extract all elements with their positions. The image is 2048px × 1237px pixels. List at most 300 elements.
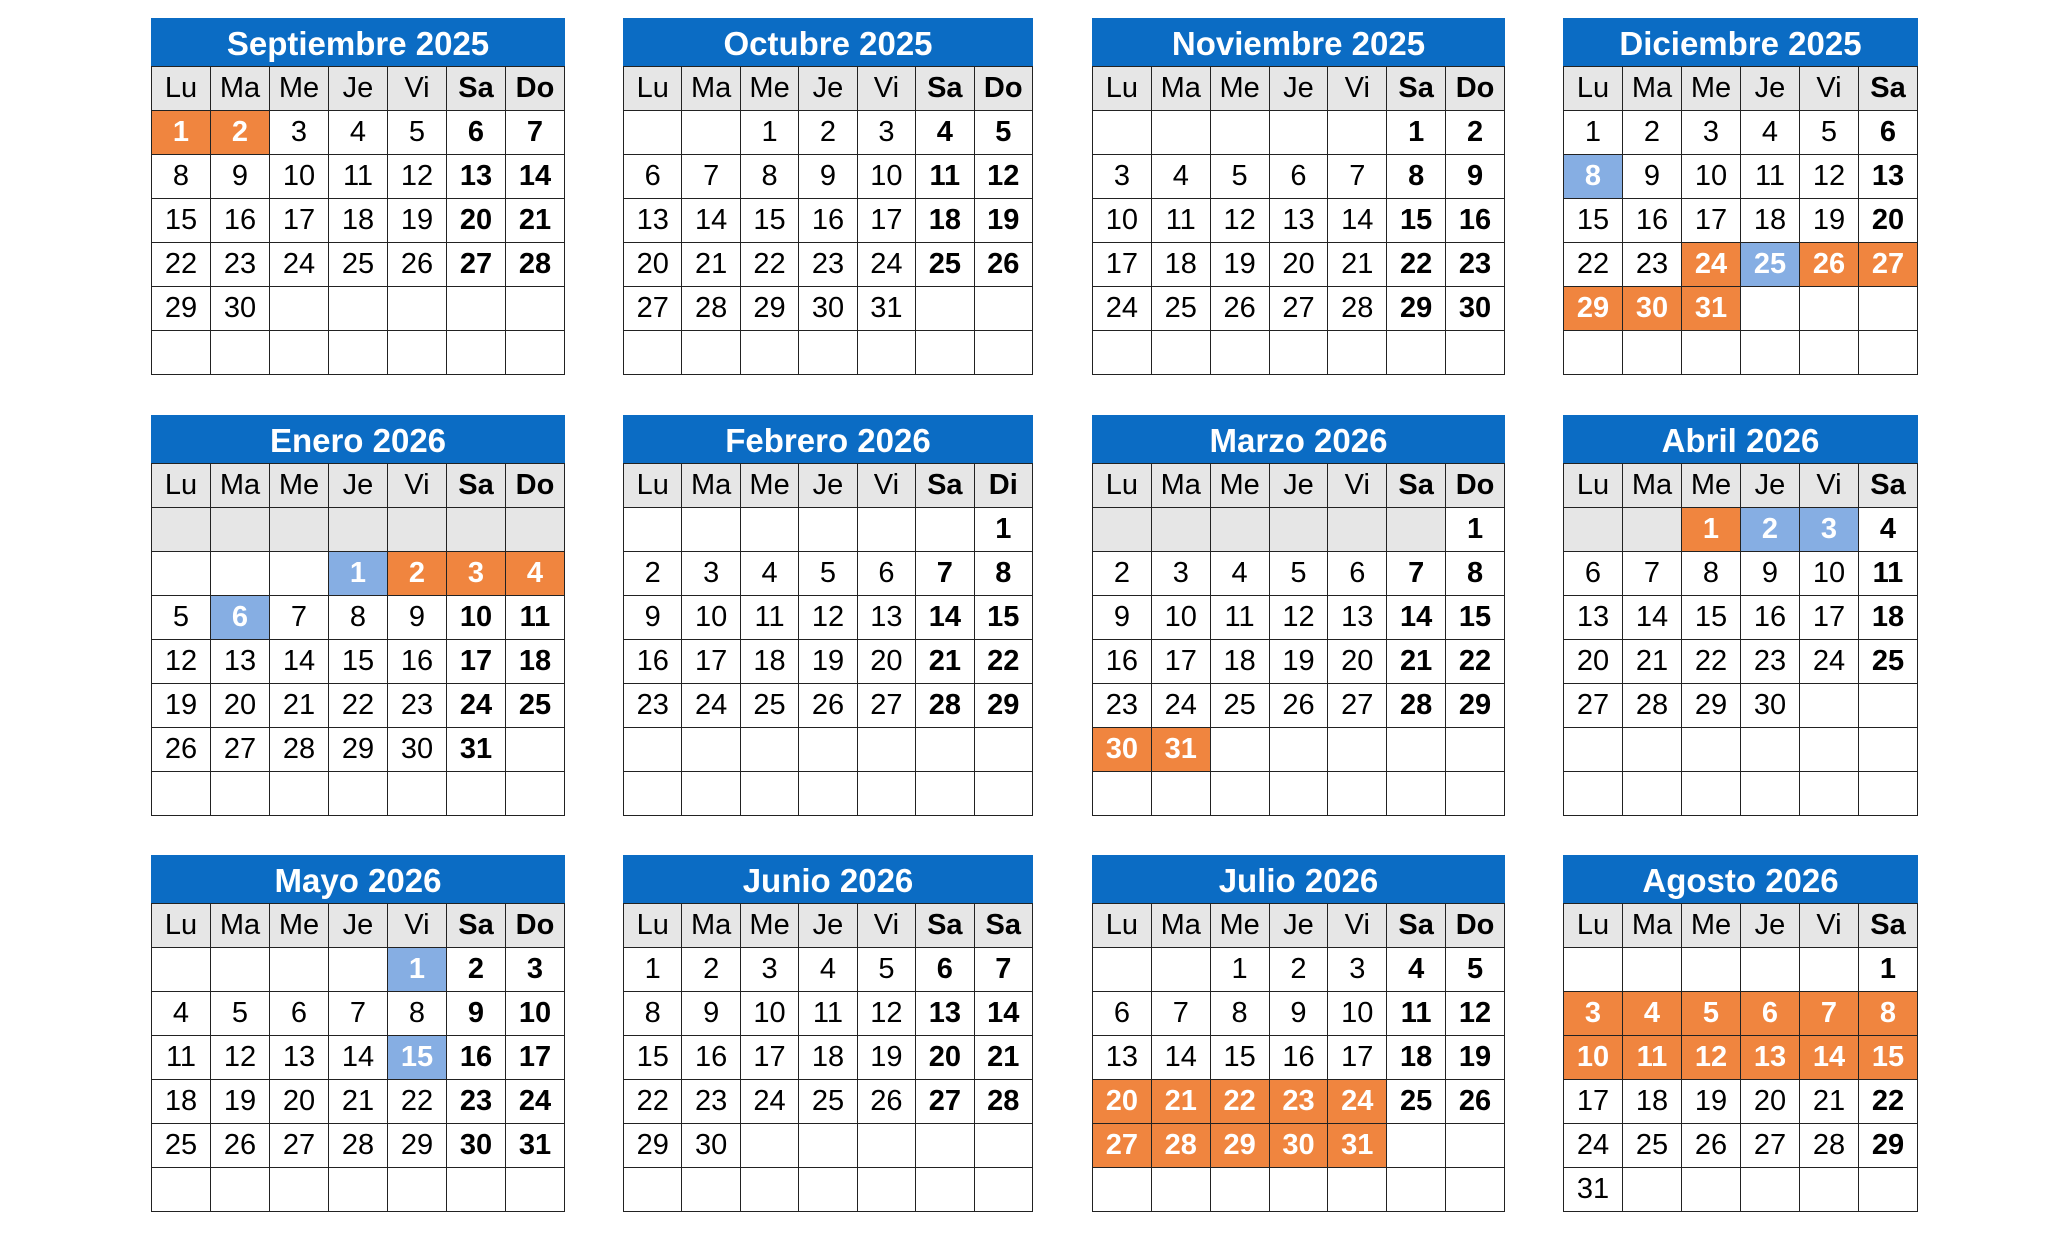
empty-cell (1387, 331, 1446, 375)
day-cell: 30 (799, 287, 857, 331)
day-cell: 30 (1623, 287, 1682, 331)
day-cell: 16 (682, 1036, 740, 1080)
day-cell: 13 (916, 992, 974, 1036)
empty-cell (1151, 1168, 1210, 1212)
day-cell: 21 (1151, 1080, 1210, 1124)
day-cell: 27 (211, 728, 270, 772)
empty-cell (740, 1124, 798, 1168)
weekday-header: Vi (388, 67, 447, 111)
empty-cell (1210, 772, 1269, 816)
empty-cell (211, 1168, 270, 1212)
empty-cell (1682, 331, 1741, 375)
day-cell: 16 (1093, 640, 1152, 684)
week-row (152, 243, 565, 287)
empty-cell (447, 508, 506, 552)
weekday-header: Do (974, 67, 1032, 111)
day-cell: 4 (1210, 552, 1269, 596)
weekday-header: Lu (624, 67, 682, 111)
day-cell: 19 (799, 640, 857, 684)
week-row (624, 155, 1033, 199)
day-cell: 23 (388, 684, 447, 728)
empty-cell (270, 1168, 329, 1212)
empty-cell (1269, 728, 1328, 772)
empty-cell (682, 728, 740, 772)
day-cell: 20 (270, 1080, 329, 1124)
week-row (152, 992, 565, 1036)
week-row (624, 948, 1033, 992)
weekday-header: Di (974, 464, 1032, 508)
day-cell: 22 (1387, 243, 1446, 287)
day-cell: 15 (388, 1036, 447, 1080)
day-cell: 13 (447, 155, 506, 199)
empty-cell (857, 508, 915, 552)
day-cell: 21 (974, 1036, 1032, 1080)
weekday-header: Me (1682, 67, 1741, 111)
day-cell: 10 (1564, 1036, 1623, 1080)
day-cell: 10 (1328, 992, 1387, 1036)
empty-cell (916, 1124, 974, 1168)
month-title: Noviembre 2025 (1092, 18, 1505, 66)
day-cell: 25 (329, 243, 388, 287)
day-cell: 15 (624, 1036, 682, 1080)
weekday-header-row (1564, 67, 1918, 111)
empty-cell (1859, 1168, 1918, 1212)
weekday-header: Sa (447, 464, 506, 508)
weekday-header: Ma (1623, 464, 1682, 508)
empty-cell (1564, 728, 1623, 772)
empty-cell (1269, 508, 1328, 552)
weekday-header: Vi (1328, 904, 1387, 948)
empty-cell (211, 772, 270, 816)
empty-cell (1093, 111, 1152, 155)
empty-cell (1446, 728, 1505, 772)
day-cell: 14 (270, 640, 329, 684)
month-grid (623, 903, 1033, 1212)
day-cell: 14 (506, 155, 565, 199)
day-cell: 9 (211, 155, 270, 199)
month-calendar (151, 415, 565, 816)
day-cell: 9 (682, 992, 740, 1036)
day-cell: 25 (1210, 684, 1269, 728)
empty-cell (152, 508, 211, 552)
weekday-header: Do (506, 904, 565, 948)
week-row (1093, 508, 1505, 552)
day-cell: 8 (1446, 552, 1505, 596)
day-cell: 13 (1859, 155, 1918, 199)
day-cell: 4 (799, 948, 857, 992)
week-row (1093, 728, 1505, 772)
empty-cell (1623, 728, 1682, 772)
weekday-header-row (152, 464, 565, 508)
empty-cell (447, 1168, 506, 1212)
day-cell: 18 (740, 640, 798, 684)
week-row (1564, 728, 1918, 772)
weekday-header: Do (1446, 904, 1505, 948)
day-cell: 4 (329, 111, 388, 155)
day-cell: 28 (1328, 287, 1387, 331)
day-cell: 18 (1387, 1036, 1446, 1080)
day-cell: 12 (857, 992, 915, 1036)
day-cell: 16 (211, 199, 270, 243)
day-cell: 8 (1387, 155, 1446, 199)
day-cell: 9 (624, 596, 682, 640)
day-cell: 12 (1269, 596, 1328, 640)
day-cell: 7 (329, 992, 388, 1036)
day-cell: 4 (506, 552, 565, 596)
weekday-header: Vi (857, 464, 915, 508)
week-row (624, 243, 1033, 287)
empty-cell (1210, 508, 1269, 552)
empty-cell (152, 948, 211, 992)
empty-cell (211, 552, 270, 596)
day-cell: 11 (740, 596, 798, 640)
day-cell: 18 (1151, 243, 1210, 287)
empty-cell (1446, 1168, 1505, 1212)
day-cell: 21 (1387, 640, 1446, 684)
day-cell: 3 (506, 948, 565, 992)
day-cell: 14 (682, 199, 740, 243)
empty-cell (152, 1168, 211, 1212)
day-cell: 23 (447, 1080, 506, 1124)
week-row (152, 287, 565, 331)
day-cell: 23 (799, 243, 857, 287)
empty-cell (1682, 728, 1741, 772)
week-row (624, 596, 1033, 640)
empty-cell (1741, 772, 1800, 816)
empty-cell (1859, 684, 1918, 728)
empty-cell (152, 772, 211, 816)
month-calendar (623, 415, 1033, 816)
month-title: Marzo 2026 (1092, 415, 1505, 463)
weekday-header: Lu (1564, 67, 1623, 111)
weekday-header: Do (506, 67, 565, 111)
day-cell: 24 (447, 684, 506, 728)
day-cell: 1 (1387, 111, 1446, 155)
week-row (1093, 552, 1505, 596)
day-cell: 18 (506, 640, 565, 684)
day-cell: 29 (1682, 684, 1741, 728)
week-row (1093, 199, 1505, 243)
day-cell: 24 (1682, 243, 1741, 287)
empty-cell (1093, 331, 1152, 375)
day-cell: 13 (1741, 1036, 1800, 1080)
empty-cell (1387, 728, 1446, 772)
day-cell: 24 (506, 1080, 565, 1124)
weekday-header: Sa (916, 464, 974, 508)
day-cell: 5 (974, 111, 1032, 155)
empty-cell (506, 1168, 565, 1212)
day-cell: 31 (857, 287, 915, 331)
empty-cell (1151, 948, 1210, 992)
weekday-header: Ma (1151, 67, 1210, 111)
weekday-header: Vi (388, 464, 447, 508)
empty-cell (1682, 772, 1741, 816)
day-cell: 11 (506, 596, 565, 640)
day-cell: 10 (1800, 552, 1859, 596)
empty-cell (270, 552, 329, 596)
day-cell: 28 (1151, 1124, 1210, 1168)
day-cell: 11 (1859, 552, 1918, 596)
empty-cell (211, 948, 270, 992)
empty-cell (152, 552, 211, 596)
day-cell: 3 (682, 552, 740, 596)
empty-cell (1682, 948, 1741, 992)
week-row (1564, 199, 1918, 243)
day-cell: 20 (1859, 199, 1918, 243)
empty-cell (1800, 331, 1859, 375)
month-calendar (1092, 18, 1505, 375)
empty-cell (1328, 508, 1387, 552)
weekday-header: Do (1446, 67, 1505, 111)
week-row (152, 1168, 565, 1212)
empty-cell (388, 1168, 447, 1212)
week-row (1564, 508, 1918, 552)
day-cell: 15 (1387, 199, 1446, 243)
weekday-header: Vi (1800, 67, 1859, 111)
empty-cell (740, 728, 798, 772)
day-cell: 6 (1269, 155, 1328, 199)
day-cell: 22 (152, 243, 211, 287)
empty-cell (624, 728, 682, 772)
day-cell: 26 (1210, 287, 1269, 331)
empty-cell (388, 772, 447, 816)
day-cell: 23 (1623, 243, 1682, 287)
empty-cell (1682, 1168, 1741, 1212)
weekday-header: Je (1269, 464, 1328, 508)
day-cell: 6 (1328, 552, 1387, 596)
weekday-header: Lu (1093, 67, 1152, 111)
empty-cell (682, 772, 740, 816)
empty-cell (506, 287, 565, 331)
day-cell: 26 (211, 1124, 270, 1168)
day-cell: 14 (329, 1036, 388, 1080)
day-cell: 8 (1859, 992, 1918, 1036)
day-cell: 30 (1446, 287, 1505, 331)
day-cell: 30 (1741, 684, 1800, 728)
day-cell: 14 (1387, 596, 1446, 640)
empty-cell (1387, 508, 1446, 552)
week-row (1093, 331, 1505, 375)
week-row (624, 287, 1033, 331)
day-cell: 16 (447, 1036, 506, 1080)
week-row (624, 1124, 1033, 1168)
weekday-header-row (624, 67, 1033, 111)
week-row (1564, 640, 1918, 684)
day-cell: 3 (1682, 111, 1741, 155)
day-cell: 5 (1446, 948, 1505, 992)
week-row (1564, 772, 1918, 816)
day-cell: 27 (1564, 684, 1623, 728)
empty-cell (1210, 1168, 1269, 1212)
day-cell: 7 (1623, 552, 1682, 596)
month-grid (623, 66, 1033, 375)
empty-cell (974, 1124, 1032, 1168)
empty-cell (329, 772, 388, 816)
weekday-header: Me (1210, 67, 1269, 111)
day-cell: 25 (1741, 243, 1800, 287)
weekday-header: Sa (1387, 67, 1446, 111)
weekday-header: Vi (1328, 67, 1387, 111)
week-row (152, 1124, 565, 1168)
weekday-header: Vi (1800, 904, 1859, 948)
empty-cell (857, 1124, 915, 1168)
month-grid (1092, 66, 1505, 375)
day-cell: 15 (740, 199, 798, 243)
month-grid (151, 463, 565, 816)
empty-cell (1446, 1124, 1505, 1168)
month-calendar (151, 855, 565, 1212)
month-grid (1563, 66, 1918, 375)
month-grid (1092, 463, 1505, 816)
week-row (152, 508, 565, 552)
month-title: Junio 2026 (623, 855, 1033, 903)
day-cell: 1 (1682, 508, 1741, 552)
week-row (152, 596, 565, 640)
empty-cell (682, 111, 740, 155)
day-cell: 8 (152, 155, 211, 199)
day-cell: 20 (447, 199, 506, 243)
day-cell: 30 (1093, 728, 1152, 772)
day-cell: 2 (211, 111, 270, 155)
empty-cell (974, 1168, 1032, 1212)
week-row (1564, 1124, 1918, 1168)
day-cell: 9 (388, 596, 447, 640)
day-cell: 4 (740, 552, 798, 596)
empty-cell (916, 772, 974, 816)
day-cell: 4 (1151, 155, 1210, 199)
weekday-header: Je (1741, 67, 1800, 111)
weekday-header-row (1093, 904, 1505, 948)
month-calendar (1563, 18, 1918, 375)
weekday-header: Je (1741, 904, 1800, 948)
day-cell: 12 (152, 640, 211, 684)
week-row (1093, 287, 1505, 331)
day-cell: 7 (1151, 992, 1210, 1036)
day-cell: 9 (447, 992, 506, 1036)
empty-cell (799, 1168, 857, 1212)
day-cell: 13 (211, 640, 270, 684)
day-cell: 14 (1328, 199, 1387, 243)
empty-cell (329, 508, 388, 552)
day-cell: 19 (1682, 1080, 1741, 1124)
month-title: Septiembre 2025 (151, 18, 565, 66)
empty-cell (1269, 111, 1328, 155)
weekday-header-row (624, 904, 1033, 948)
day-cell: 30 (447, 1124, 506, 1168)
day-cell: 19 (1446, 1036, 1505, 1080)
weekday-header: Sa (447, 904, 506, 948)
week-row (1564, 992, 1918, 1036)
day-cell: 29 (740, 287, 798, 331)
day-cell: 30 (388, 728, 447, 772)
day-cell: 29 (1446, 684, 1505, 728)
day-cell: 25 (1623, 1124, 1682, 1168)
week-row (1564, 155, 1918, 199)
day-cell: 12 (1800, 155, 1859, 199)
month-title: Agosto 2026 (1563, 855, 1918, 903)
day-cell: 29 (1564, 287, 1623, 331)
day-cell: 11 (1741, 155, 1800, 199)
week-row (1564, 287, 1918, 331)
day-cell: 21 (1623, 640, 1682, 684)
week-row (1093, 640, 1505, 684)
day-cell: 16 (1446, 199, 1505, 243)
day-cell: 22 (1446, 640, 1505, 684)
day-cell: 21 (506, 199, 565, 243)
empty-cell (211, 331, 270, 375)
empty-cell (624, 1168, 682, 1212)
day-cell: 20 (1328, 640, 1387, 684)
weekday-header: Me (740, 904, 798, 948)
day-cell: 11 (152, 1036, 211, 1080)
empty-cell (1564, 508, 1623, 552)
day-cell: 6 (624, 155, 682, 199)
empty-cell (1741, 948, 1800, 992)
empty-cell (916, 1168, 974, 1212)
weekday-header: Sa (447, 67, 506, 111)
day-cell: 20 (857, 640, 915, 684)
day-cell: 2 (1741, 508, 1800, 552)
day-cell: 2 (1623, 111, 1682, 155)
weekday-header: Me (1210, 464, 1269, 508)
weekday-header: Je (329, 464, 388, 508)
empty-cell (1800, 287, 1859, 331)
weekday-header: Ma (1151, 464, 1210, 508)
day-cell: 27 (270, 1124, 329, 1168)
day-cell: 19 (1800, 199, 1859, 243)
empty-cell (916, 287, 974, 331)
day-cell: 8 (1564, 155, 1623, 199)
day-cell: 15 (1859, 1036, 1918, 1080)
day-cell: 18 (799, 1036, 857, 1080)
day-cell: 24 (740, 1080, 798, 1124)
day-cell: 8 (1210, 992, 1269, 1036)
day-cell: 6 (916, 948, 974, 992)
month-calendar (623, 855, 1033, 1212)
day-cell: 4 (916, 111, 974, 155)
empty-cell (974, 772, 1032, 816)
empty-cell (1564, 331, 1623, 375)
day-cell: 31 (506, 1124, 565, 1168)
day-cell: 27 (447, 243, 506, 287)
weekday-header: Ma (1623, 67, 1682, 111)
week-row (152, 1036, 565, 1080)
weekday-header: Je (799, 464, 857, 508)
day-cell: 21 (1328, 243, 1387, 287)
day-cell: 15 (1446, 596, 1505, 640)
day-cell: 18 (152, 1080, 211, 1124)
day-cell: 17 (1151, 640, 1210, 684)
day-cell: 26 (799, 684, 857, 728)
weekday-header: Ma (211, 464, 270, 508)
day-cell: 18 (1741, 199, 1800, 243)
day-cell: 7 (1387, 552, 1446, 596)
day-cell: 9 (1446, 155, 1505, 199)
day-cell: 15 (329, 640, 388, 684)
empty-cell (682, 1168, 740, 1212)
day-cell: 10 (1682, 155, 1741, 199)
empty-cell (1800, 772, 1859, 816)
week-row (152, 684, 565, 728)
day-cell: 12 (799, 596, 857, 640)
empty-cell (916, 331, 974, 375)
empty-cell (1151, 772, 1210, 816)
week-row (624, 728, 1033, 772)
day-cell: 19 (152, 684, 211, 728)
day-cell: 11 (1623, 1036, 1682, 1080)
week-row (624, 772, 1033, 816)
weekday-header: Lu (1564, 904, 1623, 948)
